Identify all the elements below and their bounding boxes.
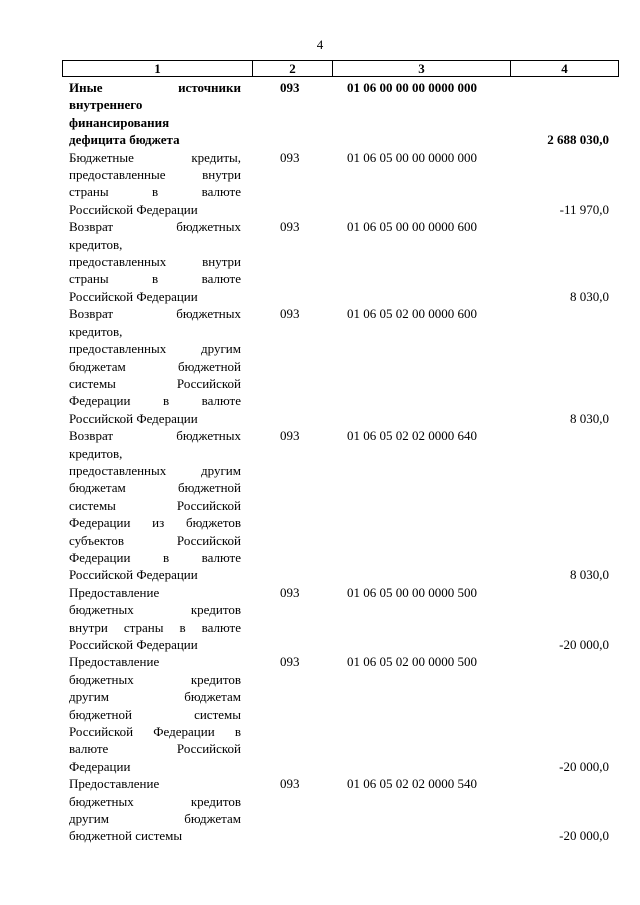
row-budget-code: 01 06 05 00 00 0000 600 — [347, 219, 477, 235]
header-col-3: 3 — [333, 61, 511, 76]
row-name-line: кредитов, — [69, 445, 123, 461]
row-name-line: Бюджетные кредиты, — [69, 149, 241, 165]
row-name-line: предоставленных внутри — [69, 254, 241, 270]
row-name-line: Российской Федерации — [69, 288, 198, 304]
table-row — [0, 653, 640, 775]
row-name-line: валюте Российской — [69, 741, 241, 757]
row-name-line: внутри страны в валюте — [69, 619, 241, 635]
table-row — [0, 218, 640, 305]
row-name-line: страны в валюте — [69, 271, 241, 287]
row-budget-code: 01 06 00 00 00 0000 000 — [347, 80, 477, 95]
row-budget-code: 01 06 05 02 02 0000 640 — [347, 428, 477, 444]
page-number: 4 — [316, 37, 324, 52]
row-name-line: Федерации в валюте — [69, 549, 241, 565]
row-name-line: бюджетных кредитов — [69, 793, 241, 809]
row-name-line: Российской Федерации — [69, 567, 198, 583]
row-name-line: Предоставление — [69, 776, 160, 792]
table-row — [0, 305, 640, 427]
row-budget-code: 01 06 05 02 00 0000 500 — [347, 654, 477, 670]
row-name — [69, 775, 241, 845]
row-admin-code: 093 — [280, 219, 300, 235]
row-name-line: Возврат бюджетных — [69, 428, 241, 444]
row-name-line: Федерации в валюте — [69, 393, 241, 409]
row-amount: 8 030,0 — [570, 410, 609, 426]
row-name-line: Федерации — [69, 758, 131, 774]
row-budget-code: 01 06 05 00 00 0000 000 — [347, 149, 477, 165]
row-name-line: Предоставление — [69, 654, 160, 670]
row-name-line: финансирования — [69, 114, 170, 130]
row-amount: -11 970,0 — [559, 201, 609, 217]
row-name-line: предоставленные внутри — [69, 167, 241, 183]
row-name-line: системы Российской — [69, 497, 241, 513]
row-name-line: Российской Федерации — [69, 201, 198, 217]
row-name-line: Возврат бюджетных — [69, 219, 241, 235]
row-name — [69, 149, 241, 219]
header-col-2: 2 — [253, 61, 333, 76]
row-admin-code: 093 — [280, 776, 300, 792]
table-row — [0, 427, 640, 584]
row-name-line: Предоставление — [69, 584, 160, 600]
row-name-line: бюджетных кредитов — [69, 602, 241, 618]
row-name-line: субъектов Российской — [69, 532, 241, 548]
row-admin-code: 093 — [280, 80, 300, 95]
row-amount: 8 030,0 — [570, 567, 609, 583]
row-name — [69, 305, 241, 427]
row-name — [69, 79, 241, 149]
table-row — [0, 79, 640, 149]
row-name — [69, 653, 241, 775]
row-admin-code: 093 — [280, 306, 300, 322]
table-header — [62, 60, 619, 77]
row-name-line: Иные источники — [69, 80, 241, 95]
row-name-line: дефицита бюджета — [69, 132, 180, 148]
row-admin-code: 093 — [280, 584, 300, 600]
row-amount: -20 000,0 — [559, 637, 609, 652]
table-body — [0, 79, 640, 845]
row-budget-code: 01 06 05 02 02 0000 540 — [347, 776, 477, 792]
row-name-line: системы Российской — [69, 375, 241, 391]
row-name-line: бюджетной системы — [69, 706, 241, 722]
row-amount: 8 030,0 — [570, 288, 609, 304]
row-name — [69, 427, 241, 584]
row-amount: 2 688 030,0 — [547, 132, 609, 148]
row-name-line: бюджетам бюджетной — [69, 480, 241, 496]
row-budget-code: 01 06 05 02 00 0000 600 — [347, 306, 477, 322]
row-name-line: предоставленных другим — [69, 462, 241, 478]
row-amount: -20 000,0 — [559, 758, 609, 774]
header-col-1: 1 — [63, 61, 253, 76]
row-name-line: бюджетной системы — [69, 828, 183, 844]
header-col-4: 4 — [561, 61, 568, 76]
row-name-line: Возврат бюджетных — [69, 306, 241, 322]
row-name-line: бюджетам бюджетной — [69, 358, 241, 374]
row-name-line: кредитов, — [69, 323, 123, 339]
row-name — [69, 218, 241, 305]
row-name-line: Российской Федерации в — [69, 724, 241, 740]
row-name-line: кредитов, — [69, 236, 123, 252]
row-name-line: предоставленных другим — [69, 341, 241, 357]
row-name-line: страны в валюте — [69, 184, 241, 200]
row-name-line: другим бюджетам — [69, 811, 241, 827]
table-row — [0, 775, 640, 845]
row-name-line: Федерации из бюджетов — [69, 515, 241, 531]
row-admin-code: 093 — [280, 428, 300, 444]
row-name — [69, 584, 241, 654]
row-amount: -20 000,0 — [559, 828, 609, 844]
row-name-line: внутреннего — [69, 97, 143, 113]
row-name-line: бюджетных кредитов — [69, 671, 241, 687]
row-name-line: Российской Федерации — [69, 637, 198, 652]
row-name-line: другим бюджетам — [69, 689, 241, 705]
row-admin-code: 093 — [280, 149, 300, 165]
table-row — [0, 584, 640, 654]
row-admin-code: 093 — [280, 654, 300, 670]
row-name-line: Российской Федерации — [69, 410, 198, 426]
table-row — [0, 149, 640, 219]
row-budget-code: 01 06 05 00 00 0000 500 — [347, 584, 477, 600]
